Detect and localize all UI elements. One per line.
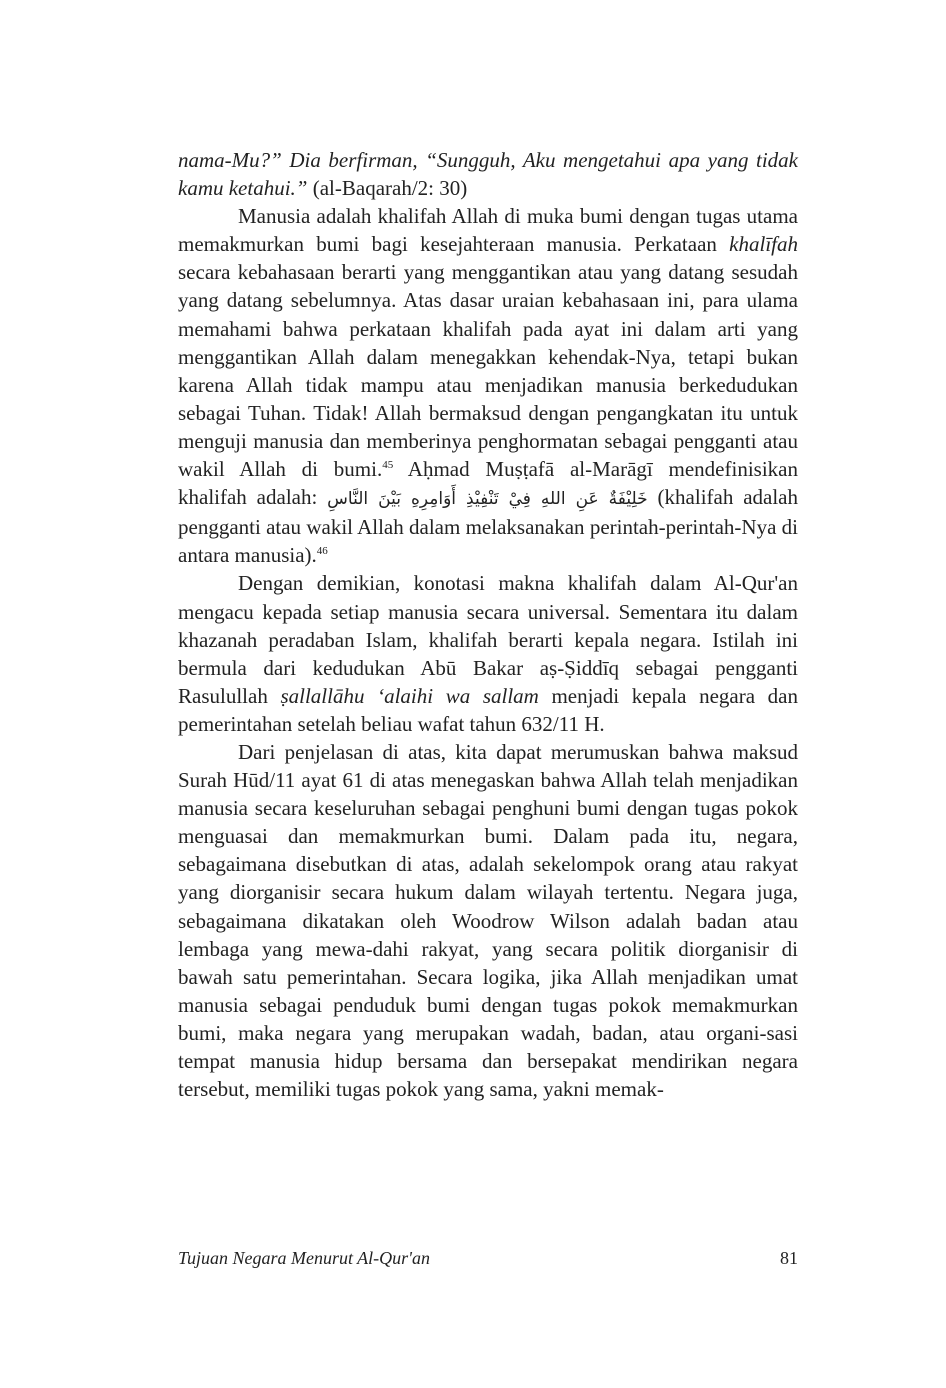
para2-text-b: menjadi kepala negara dan pemerintahan setelah beliau wafat tahun 632/11 H. <box>178 683 799 736</box>
footnote-ref-45: 45 <box>382 459 394 472</box>
para1-text-a: Manusia adalah khalifah Allah di muka bumi dengan tugas utama memakmurkan bumi bagi kesejahteraan manusia. Perkataan <box>178 204 798 257</box>
para1-term-khalifah: khalīfah <box>729 232 798 257</box>
paragraph-connotation <box>178 569 798 738</box>
footnote-ref-46: 46 <box>316 545 328 558</box>
quote-citation: (al-Baqarah/2: 30) <box>307 176 468 201</box>
para1-text-d: (khalifah adalah pengganti atau wakil Allah dalam melaksanakan perintah-perintah-Nya di antara manusia). <box>178 485 799 568</box>
para2-text-a: Dengan demikian, konotasi makna khalifah dalam Al-Qur'an mengacu kepada setiap manusia secara universal. Sementara itu dalam khazanah peradaban Islam, khalifah berarti kepala negara. Istilah ini bermula dari kedudukan Abū Bakar aṣ-Ṣiddīq sebagai pengganti Rasulullah <box>178 571 798 708</box>
page-number: 81 <box>780 1248 798 1268</box>
para1-text-c: Aḥmad Muṣṭafā al-Marāgī mendefinisikan khalifah adalah: <box>178 457 798 510</box>
quote-continuation <box>178 146 798 202</box>
paragraph-khalifah-meaning <box>178 202 798 569</box>
para2-honorific: ṣallallāhu ‘alaihi wa sallam <box>280 683 539 708</box>
footer-book-title: Tujuan Negara Menurut Al-Qur'an <box>178 1248 431 1268</box>
para1-text-b: secara kebahasaan berarti yang menggantikan atau yang datang sesudah yang datang sebelumnya. Atas dasar uraian kebahasaan ini, para ulama memahami bahwa perkataan khalifah pada ayat ini dalam arti yang menggantikan Allah dalam menegakkan kehendak-Nya, tetapi bukan karena Allah tidak mampu atau menjadikan manusia berkedudukan sebagai Tuhan. Tidak! Allah bermaksud dengan pengangkatan itu untuk menguji manusia dan memberinya penghormatan sebagai pengganti atau wakil Allah di bumi. <box>178 260 798 482</box>
page-body <box>178 146 798 1103</box>
quote-italic: nama-Mu?” Dia berfirman, “Sungguh, Aku mengetahui apa yang tidak kamu ketahui.” <box>178 148 798 201</box>
paragraph-conclusion: Dari penjelasan di atas, kita dapat merumuskan bahwa maksud Surah Hūd/11 ayat 61 di atas menegaskan bahwa Allah telah menjadikan manusia secara keseluruhan sebagai penghuni bumi dengan tugas pokok menguasai dan memakmurkan bumi. Dalam pada itu, negara, sebagaimana disebutkan di atas, adalah sekelompok orang atau rakyat yang diorganisir secara hukum dalam wilayah tertentu. Negara juga, sebagaimana dikatakan oleh Woodrow Wilson adalah badan atau lembaga yang mewa-dahi rakyat, yang secara politik diorganisir di bawah satu pemerintahan. Secara logika, jika Allah menjadikan umat manusia sebagai penduduk bumi dengan tugas pokok memakmurkan bumi, maka negara yang merupakan wadah, badan, atau organi-sasi tempat manusia hidup bersama dan bersepakat mendirikan negara tersebut, memiliki tugas pokok yang sama, yakni memak- <box>178 739 798 1102</box>
arabic-definition: خَلِيْفَةٌ عَنِ اللهِ فِيْ تَنْفِيْذِ أَوَامِرِهِ بَيْنَ النَّاسِ <box>327 489 648 510</box>
